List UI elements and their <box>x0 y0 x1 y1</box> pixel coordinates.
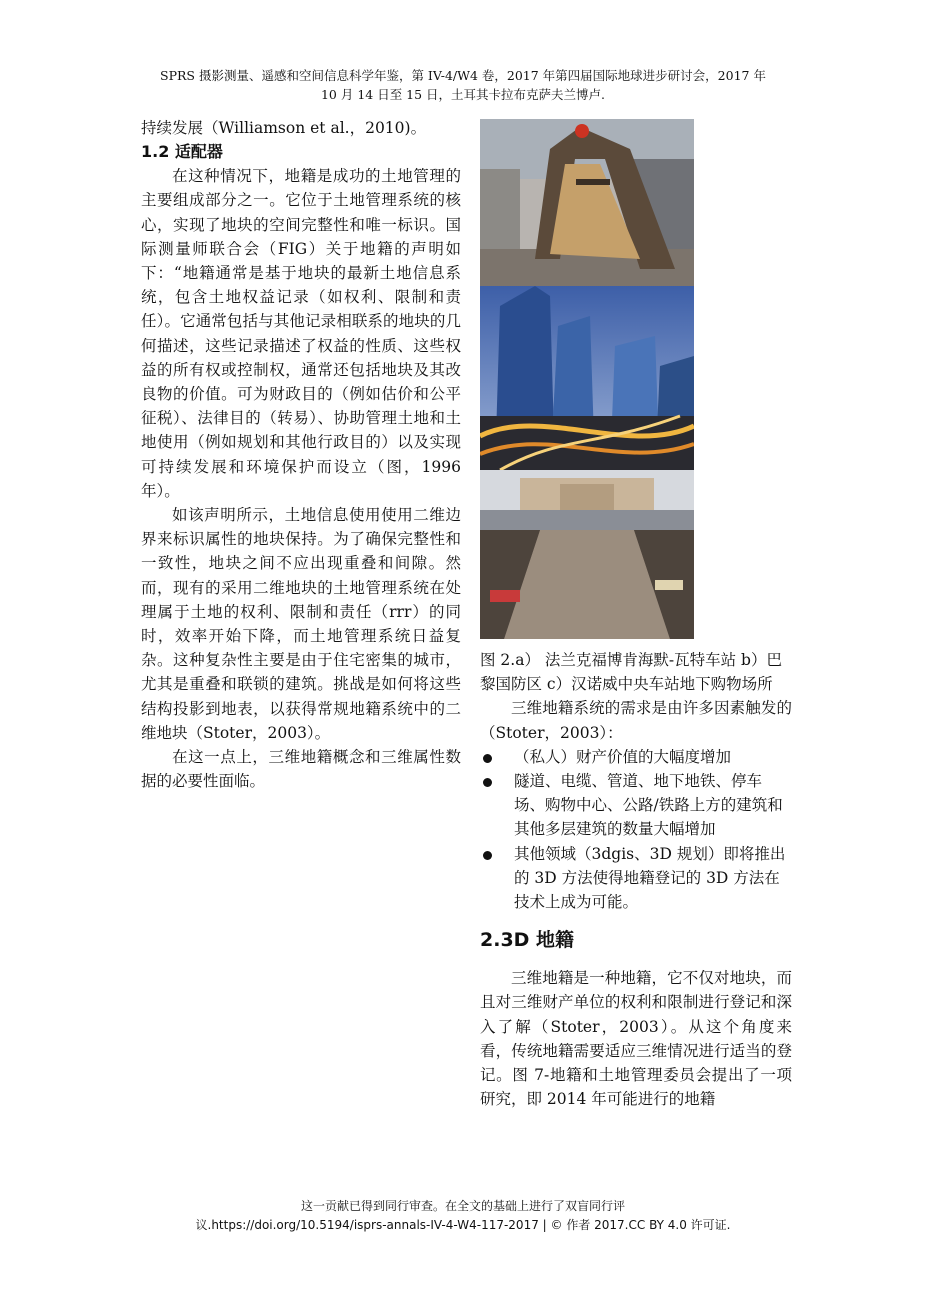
header-line-2: 10 月 14 日至 15 日，土耳其卡拉布克萨夫兰博卢. <box>320 87 606 102</box>
bullet-icon <box>483 778 492 787</box>
section-heading: 2.3D 地籍 <box>480 929 575 952</box>
footer-line-2: 议.https://doi.org/10.5194/isprs-annals-IV-4-W4-117-2017 | © 作者 2017.CC BY 4.0 许可证. <box>195 1218 731 1232</box>
list-item: 隧道、电缆、管道、地下地铁、停车场、购物中心、公路/铁路上方的建筑和其他多层建筑的数量大幅增加 <box>480 769 792 842</box>
paragraph: 三维地籍是一种地籍，它不仅对地块，而且对三维财产单位的权利和限制进行登记和深入了解（Stoter，2003）。从这个角度来看，传统地籍需要适应三维情况进行适当的登记。图 7-地籍和土地管理委员会提出了一项研究，即 2014 年可能进行的地籍 <box>480 969 792 1109</box>
page-footer <box>120 1197 806 1235</box>
continuation-text: 持续发展（Williamson et al.，2010)。 <box>141 119 427 137</box>
page-header <box>110 66 816 104</box>
footer-line-1: 这一贡献已得到同行审查。在全文的基础上进行了双盲同行评 <box>300 1199 625 1213</box>
hannover-underground-photo <box>480 470 694 639</box>
paragraph: 在这种情况下，地籍是成功的土地管理的主要组成部分之一。它位于土地管理系统的核心，实现了地块的空间完整性和唯一标识。国际测量师联合会（FIG）关于地籍的声明如下：“地籍通常是基于地块的最新土地信息系统，包含土地权益记录（如权利、限制和责任）。它通常包括与其他记录相联系的地块的几何描述，这些记录描述了权益的性质、这些权益的所有权或控制权，通常还包括地块及其改良物的价值。可为财政目的（例如估价和公平征税）、法律目的（转易）、协助管理土地和土地使用（例如规划和其他行政目的）以及实现可持续发展和环境保护而设立（图，1996 年）。 <box>141 167 461 500</box>
frankfurt-station-photo <box>480 119 694 286</box>
paragraph: 在这一点上，三维地籍概念和三维属性数据的必要性面临。 <box>141 748 461 791</box>
bullet-icon <box>483 754 492 763</box>
section-heading: 1.2 适配器 <box>141 142 223 162</box>
paragraph: 三维地籍系统的需求是由许多因素触发的（Stoter，2003）： <box>480 699 792 742</box>
header-line-1: SPRS 摄影测量、遥感和空间信息科学年鉴，第 IV-4/W4 卷，2017 年第四届国际地球进步研讨会，2017 年 <box>160 68 766 83</box>
bullet-list <box>480 745 792 914</box>
figure-caption: 图 2.a） 法兰克福博肯海默-瓦特车站 b）巴黎国防区 c）汉诺威中央车站地下购物场所 <box>480 651 782 694</box>
bullet-icon <box>483 851 492 860</box>
left-column <box>141 116 461 793</box>
paris-la-defense-photo <box>480 286 694 470</box>
paragraph: 如该声明所示，土地信息使用使用二维边界来标识属性的地块保持。为了确保完整性和一致性，地块之间不应出现重叠和间隙。然而，现有的采用二维地块的土地管理系统在处理属于土地的权利、限制和责任（rrr）的同时，效率开始下降，而土地管理系统日益复杂。这种复杂性主要是由于住宅密集的城市，尤其是重叠和联锁的建筑。挑战是如何将这些结构投影到地表，以获得常规地籍系统中的二维地块（Stoter，2003）。 <box>141 506 461 742</box>
list-item: （私人）财产价值的大幅度增加 <box>480 745 792 769</box>
list-item: 其他领域（3dgis、3D 规划）即将推出的 3D 方法使得地籍登记的 3D 方法在技术上成为可能。 <box>480 842 792 915</box>
right-column <box>480 648 792 1111</box>
